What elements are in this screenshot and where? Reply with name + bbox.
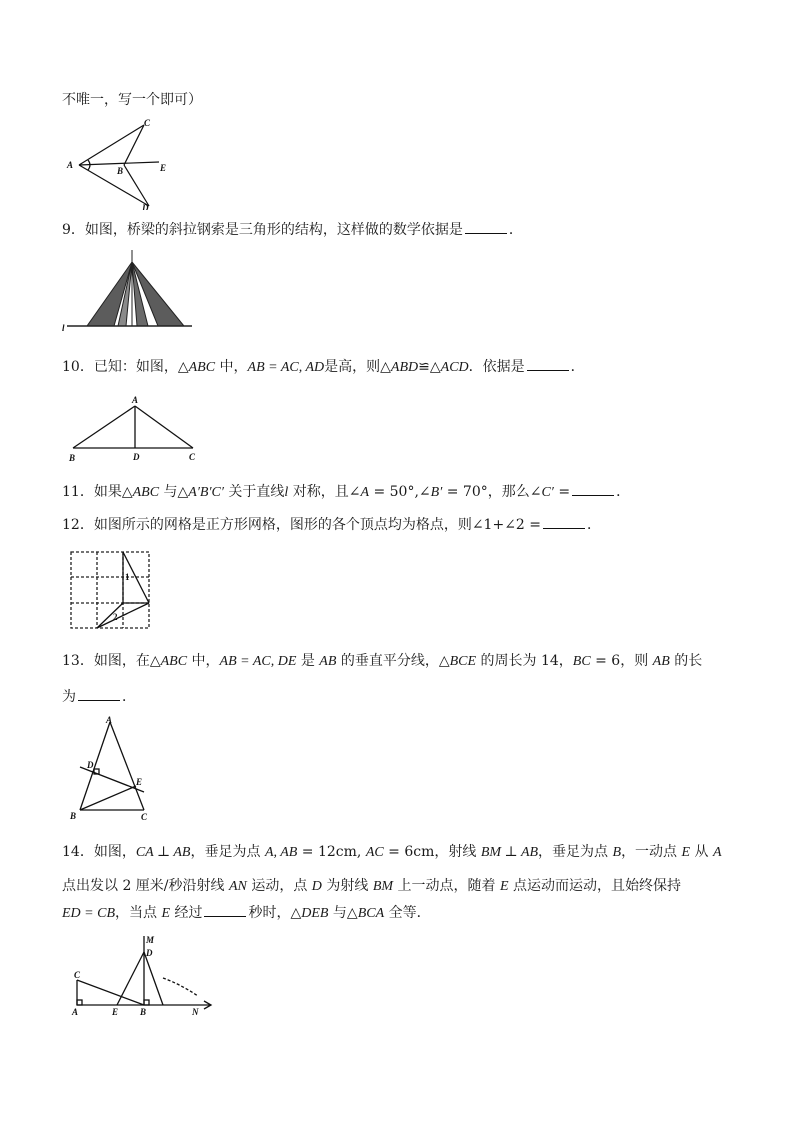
label-C: C xyxy=(144,118,151,128)
label-B: B xyxy=(70,811,77,821)
label-l: l xyxy=(62,323,65,333)
question-13: 13．如图，在△ABC 中，AB = AC, DE 是 AB 的垂直平分线，△BCE 的周长为 14，BC = 6，则 AB 的长 xyxy=(62,653,703,669)
label-D: D xyxy=(146,948,153,958)
answer-blank[interactable] xyxy=(204,902,246,917)
question-9: 9．如图，桥梁的斜拉钢索是三角形的结构，这样做的数学依据是 ． xyxy=(62,219,523,240)
question-12: 12．如图所示的网格是正方形网格，图形的各个顶点均为格点，则∠1+∠2 = ． xyxy=(62,514,601,535)
figure-q10 xyxy=(66,390,206,465)
label-B: B xyxy=(140,1007,147,1017)
label-C: C xyxy=(141,812,148,822)
question-14-line1: 14．如图，CA ⊥ AB，垂足为点 A, AB = 12cm, AC = 6cm，射线 BM ⊥ AB，垂足为点 B，一动点 E 从 A xyxy=(62,844,722,860)
answer-blank[interactable] xyxy=(527,356,569,371)
answer-blank[interactable] xyxy=(543,514,585,529)
figure-q13 xyxy=(68,714,158,822)
question-14-line2: 点出发以 2 厘米/秒沿射线 AN 运动，点 D 为射线 BM 上一动点，随着 E 点运动而运动，且始终保持 xyxy=(62,878,681,894)
answer-blank[interactable] xyxy=(572,481,614,496)
label-M: M xyxy=(146,935,155,945)
label-C: C xyxy=(74,970,81,980)
intro-continuation: 不唯一，写一个即可） xyxy=(62,92,202,108)
figure-q8 xyxy=(64,118,174,210)
label-D: D xyxy=(87,760,94,770)
figure-q14 xyxy=(68,932,218,1018)
label-D: D xyxy=(133,452,140,462)
label-E: E xyxy=(136,777,143,787)
label-E: E xyxy=(160,163,167,173)
label-A: A xyxy=(67,160,74,170)
question-14-line3: ED = CB，当点 E 经过 秒时，△DEB 与△BCA 全等． xyxy=(62,902,431,924)
figure-q9-bridge xyxy=(62,248,197,334)
question-13-line2: 为 ． xyxy=(62,686,136,707)
label-N: N xyxy=(192,1007,199,1017)
label-E: E xyxy=(112,1007,119,1017)
label-C: C xyxy=(189,452,196,462)
label-B: B xyxy=(69,453,76,463)
label-angle-2: 2 xyxy=(113,612,118,622)
question-10: 10．已知：如图，△ABC 中，AB = AC, AD是高，则△ABD≌△ACD．依据是 ． xyxy=(62,356,585,378)
answer-blank[interactable] xyxy=(78,686,120,701)
answer-blank[interactable] xyxy=(465,219,507,234)
label-A: A xyxy=(72,1007,79,1017)
figure-q12-grid xyxy=(66,548,156,632)
label-A: A xyxy=(106,715,113,725)
label-A: A xyxy=(132,395,139,405)
label-D: D xyxy=(142,203,149,210)
label-B: B xyxy=(117,166,124,176)
question-11: 11．如果△ABC 与△A′B′C′ 关于直线l 对称，且∠A = 50°,∠B′ = 70°，那么∠C′ = ． xyxy=(62,481,630,503)
label-angle-1: 1 xyxy=(125,572,130,582)
